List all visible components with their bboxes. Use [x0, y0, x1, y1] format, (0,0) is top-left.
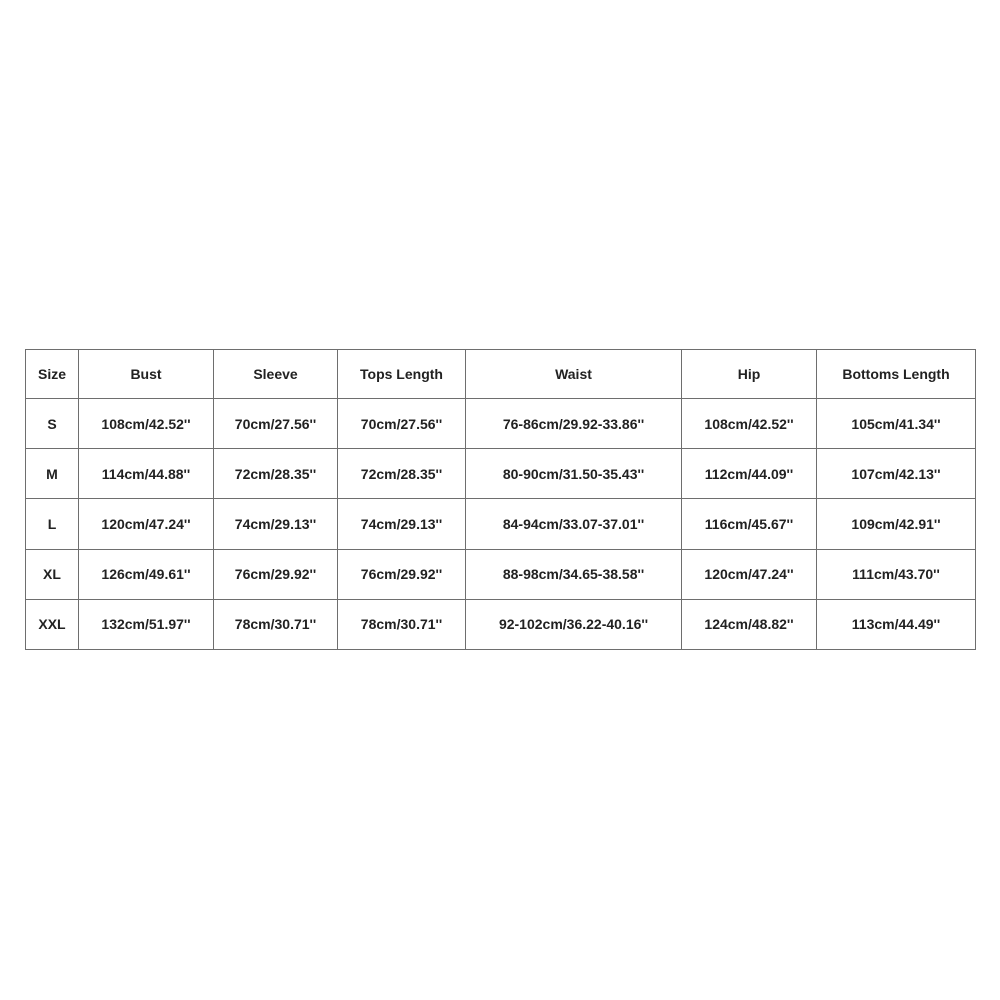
cell-hip: 124cm/48.82'' — [682, 599, 817, 649]
cell-bust: 108cm/42.52'' — [79, 399, 214, 449]
cell-bust: 120cm/47.24'' — [79, 499, 214, 549]
header-bottoms-length: Bottoms Length — [817, 350, 976, 399]
cell-bottoms-length: 109cm/42.91'' — [817, 499, 976, 549]
cell-hip: 116cm/45.67'' — [682, 499, 817, 549]
cell-waist: 76-86cm/29.92-33.86'' — [466, 399, 682, 449]
cell-bottoms-length: 105cm/41.34'' — [817, 399, 976, 449]
header-waist: Waist — [466, 350, 682, 399]
table-row — [26, 549, 976, 599]
cell-hip: 112cm/44.09'' — [682, 449, 817, 499]
cell-bottoms-length: 111cm/43.70'' — [817, 549, 976, 599]
header-row — [26, 350, 976, 399]
size-chart-table — [25, 349, 976, 650]
table-row — [26, 499, 976, 549]
header-size: Size — [26, 350, 79, 399]
cell-size: XL — [26, 549, 79, 599]
cell-size: S — [26, 399, 79, 449]
table-row — [26, 449, 976, 499]
table-row — [26, 399, 976, 449]
cell-sleeve: 70cm/27.56'' — [214, 399, 338, 449]
header-tops-length: Tops Length — [338, 350, 466, 399]
cell-waist: 92-102cm/36.22-40.16'' — [466, 599, 682, 649]
cell-size: M — [26, 449, 79, 499]
cell-bust: 114cm/44.88'' — [79, 449, 214, 499]
cell-tops-length: 76cm/29.92'' — [338, 549, 466, 599]
cell-size: XXL — [26, 599, 79, 649]
cell-sleeve: 78cm/30.71'' — [214, 599, 338, 649]
cell-waist: 84-94cm/33.07-37.01'' — [466, 499, 682, 549]
header-hip: Hip — [682, 350, 817, 399]
cell-bust: 126cm/49.61'' — [79, 549, 214, 599]
header-sleeve: Sleeve — [214, 350, 338, 399]
cell-hip: 120cm/47.24'' — [682, 549, 817, 599]
cell-tops-length: 70cm/27.56'' — [338, 399, 466, 449]
cell-tops-length: 78cm/30.71'' — [338, 599, 466, 649]
cell-size: L — [26, 499, 79, 549]
cell-sleeve: 72cm/28.35'' — [214, 449, 338, 499]
cell-bottoms-length: 107cm/42.13'' — [817, 449, 976, 499]
cell-hip: 108cm/42.52'' — [682, 399, 817, 449]
cell-tops-length: 72cm/28.35'' — [338, 449, 466, 499]
cell-waist: 80-90cm/31.50-35.43'' — [466, 449, 682, 499]
table-row — [26, 599, 976, 649]
cell-sleeve: 76cm/29.92'' — [214, 549, 338, 599]
cell-waist: 88-98cm/34.65-38.58'' — [466, 549, 682, 599]
cell-bust: 132cm/51.97'' — [79, 599, 214, 649]
header-bust: Bust — [79, 350, 214, 399]
cell-bottoms-length: 113cm/44.49'' — [817, 599, 976, 649]
cell-tops-length: 74cm/29.13'' — [338, 499, 466, 549]
cell-sleeve: 74cm/29.13'' — [214, 499, 338, 549]
